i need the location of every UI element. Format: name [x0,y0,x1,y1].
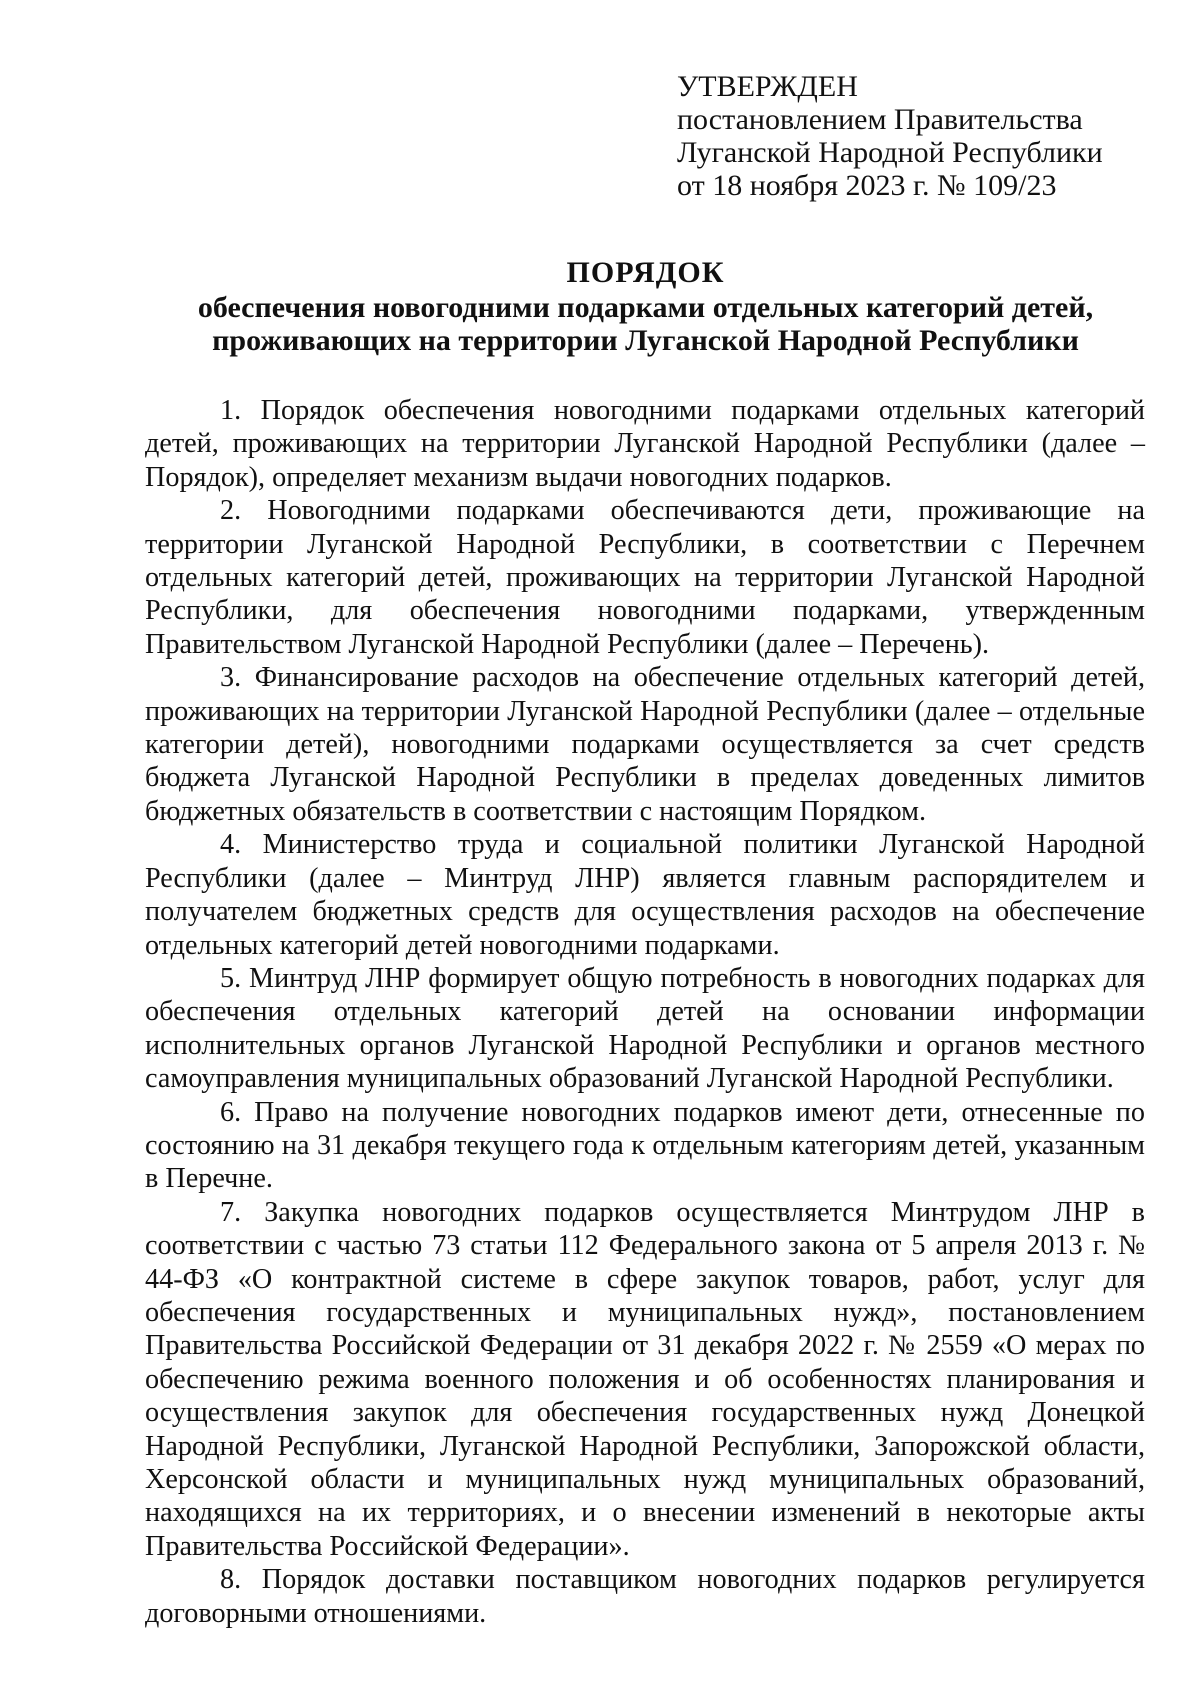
document-body [145,394,1145,1630]
paragraph-6: 6. Право на получение новогодних подарков имеют дети, отнесенные по состоянию на 31 декабря текущего года к отдельным категориям детей, указанным в Перечне. [145,1096,1145,1195]
document-title [143,256,1148,357]
approval-date-number: от 18 ноября 2023 г. № 109/23 [677,169,1057,202]
paragraph-7: 7. Закупка новогодних подарков осуществляется Минтрудом ЛНР в соответствии с частью 73 статьи 112 Федерального закона от 5 апреля 2013 г. № 44-ФЗ «О контрактной системе в сфере закупок товаров, работ, услуг для обеспечения государственных и муниципальных нужд», постановлением Правительства Российской Федерации от 31 декабря 2022 г. № 2559 «О мерах по обеспечению режима военного положения и об особенностях планирования и осуществления закупок для обеспечения государственных нужд Донецкой Народной Республики, Луганской Народной Республики, Запорожской области, Херсонской области и муниципальных нужд муниципальных образований, находящихся на их территориях, и о внесении изменений в некоторые акты Правительства Российской Федерации». [145,1196,1145,1562]
paragraph-1: 1. Порядок обеспечения новогодними подарками отдельных категорий детей, проживающих на территории Луганской Народной Республики (далее – Порядок), определяет механизм выдачи новогодних подарков. [145,395,1145,493]
document-type: ПОРЯДОК [566,256,725,289]
approval-stamp-block [677,70,1103,202]
approval-heading: УТВЕРЖДЕН [677,70,858,103]
approval-line: постановлением Правительства [677,103,1083,136]
paragraph-2: 2. Новогодними подарками обеспечиваются дети, проживающие на территории Луганской Народной Республики, в соответствии с Перечнем отдельных категорий детей, проживающих на территории Луганской Народной Республики, для обеспечения новогодними подарками, утвержденным Правительством Луганской Народной Республики (далее – Перечень). [145,495,1145,660]
approval-line: Луганской Народной Республики [677,136,1103,169]
paragraph-5: 5. Минтруд ЛНР формирует общую потребность в новогодних подарках для обеспечения отдельных категорий детей на основании информации исполнительных органов Луганской Народной Республики и органов местного самоуправления муниципальных образований Луганской Народной Республики. [145,962,1145,1095]
paragraph-4: 4. Министерство труда и социальной политики Луганской Народной Республики (далее – Минтруд ЛНР) является главным распорядителем и получателем бюджетных средств для осуществления расходов на обеспечение отдельных категорий детей новогодними подарками. [145,829,1145,961]
paragraph-3: 3. Финансирование расходов на обеспечение отдельных категорий детей, проживающих на территории Луганской Народной Республики (далее – отдельные категории детей), новогодними подарками осуществляется за счет средств бюджета Луганской Народной Республики в пределах доведенных лимитов бюджетных обязательств в соответствии с настоящим Порядком. [145,662,1145,827]
paragraph-8: 8. Порядок доставки поставщиком новогодних подарков регулируется договорными отношениями. [145,1564,1145,1629]
title-line: проживающих на территории Луганской Народной Республики [212,324,1079,357]
title-line: обеспечения новогодними подарками отдельных категорий детей, [197,291,1094,324]
